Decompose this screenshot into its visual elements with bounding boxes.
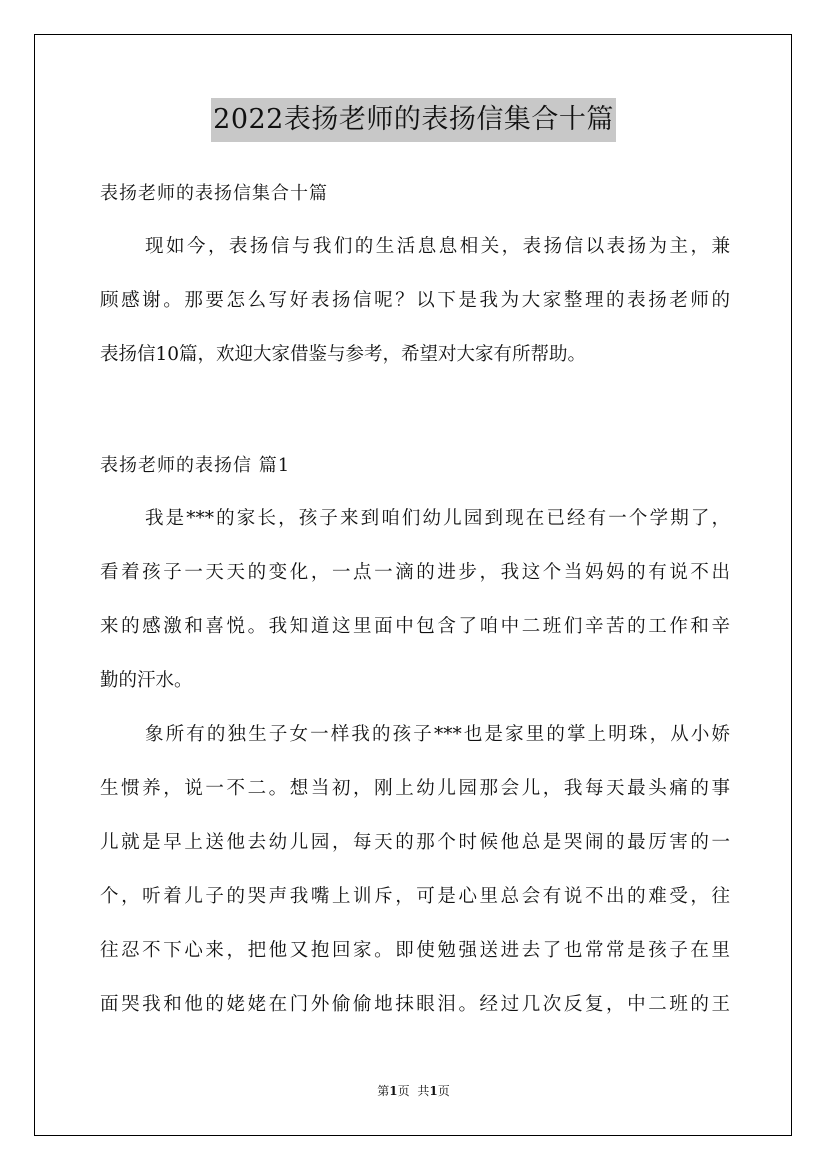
title-wrap xyxy=(0,98,827,142)
footer-page-suffix: 页 xyxy=(397,1084,410,1098)
paragraph-line: 看着孩子一天天的变化，一点一滴的进步，我这个当妈妈的有说不出 xyxy=(100,562,730,583)
page-footer xyxy=(0,1082,827,1100)
footer-page-label: 第 xyxy=(377,1084,390,1098)
footer-page-number: 1 xyxy=(389,1084,398,1098)
paragraph-line: 我是***的家长，孩子来到咱们幼儿园到现在已经有一个学期了， xyxy=(145,508,730,529)
paragraph-line: 个，听着儿子的哭声我嘴上训斥，可是心里总会有说不出的难受，往 xyxy=(100,886,730,907)
paragraph-line: 勤的汗水。 xyxy=(100,670,193,691)
footer-total-label: 共 xyxy=(417,1084,430,1098)
document-title: 2022表扬老师的表扬信集合十篇 xyxy=(211,98,616,142)
intro-line: 顾感谢。那要怎么写好表扬信呢？以下是我为大家整理的表扬老师的 xyxy=(100,290,730,311)
paragraph-line: 儿就是早上送他去幼儿园，每天的那个时候他总是哭闹的最厉害的一 xyxy=(100,832,730,853)
intro-line: 表扬信10篇，欢迎大家借鉴与参考，希望对大家有所帮助。 xyxy=(100,344,587,365)
paragraph-line: 生惯养，说一不二。想当初，刚上幼儿园那会儿，我每天最头痛的事 xyxy=(100,778,730,799)
section-heading: 表扬老师的表扬信 篇1 xyxy=(100,455,291,476)
paragraph-line: 面哭我和他的姥姥在门外偷偷地抹眼泪。经过几次反复，中二班的王 xyxy=(100,994,730,1015)
paragraph-line: 来的感激和喜悦。我知道这里面中包含了咱中二班们辛苦的工作和辛 xyxy=(100,616,730,637)
intro-line: 现如今，表扬信与我们的生活息息相关，表扬信以表扬为主，兼 xyxy=(145,236,730,257)
footer-total-number: 1 xyxy=(429,1084,438,1098)
document-subtitle: 表扬老师的表扬信集合十篇 xyxy=(100,183,328,204)
paragraph-line: 往忍不下心来，把他又抱回家。即使勉强送进去了也常常是孩子在里 xyxy=(100,940,730,961)
footer-total-suffix: 页 xyxy=(437,1084,450,1098)
paragraph-line: 象所有的独生子女一样我的孩子***也是家里的掌上明珠，从小娇 xyxy=(145,724,730,745)
